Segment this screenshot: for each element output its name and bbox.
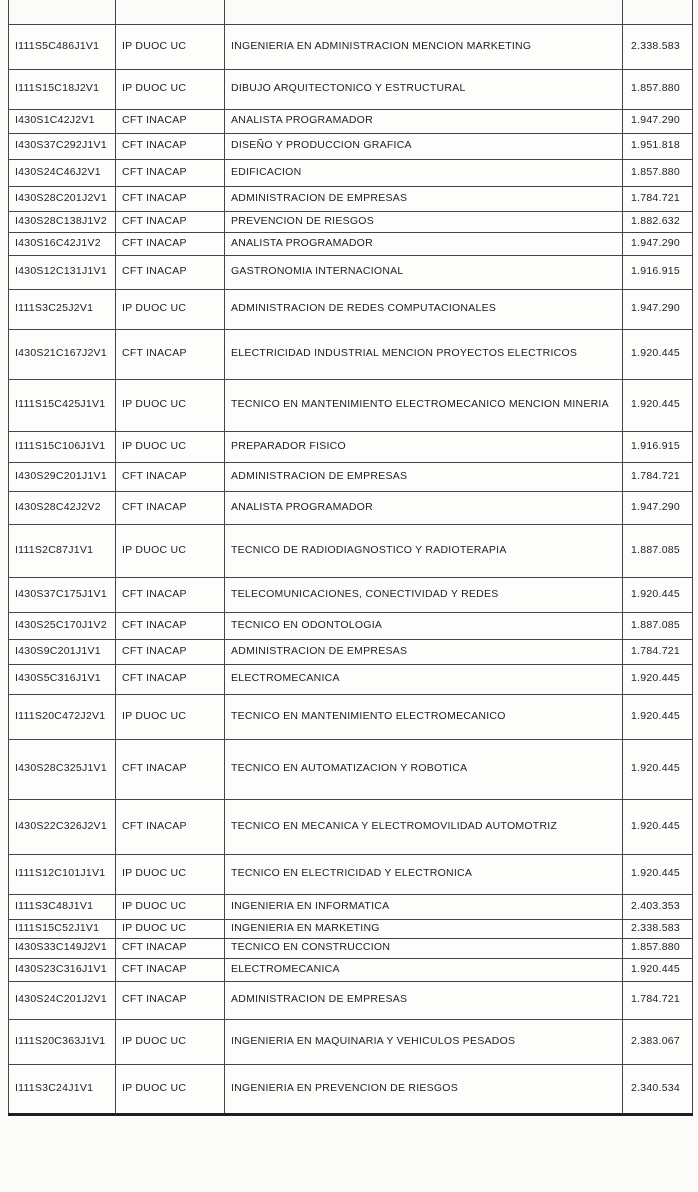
program-cell: ANALISTA PROGRAMADOR [225,232,623,255]
amount-cell: 1.916.915 [623,255,693,289]
program-cell: TECNICO EN MANTENIMIENTO ELECTROMECANICO [225,694,623,739]
amount-cell: 1.857.880 [623,159,693,186]
amount-cell: 1.857.880 [623,69,693,109]
cutoff-row [9,0,693,24]
table-row [9,109,693,133]
code-cell: I430S24C46J2V1 [9,159,116,186]
institution-cell: CFT INACAP [116,232,225,255]
table-row [9,255,693,289]
institution-cell: IP DUOC UC [116,919,225,938]
program-cell: ADMINISTRACION DE EMPRESAS [225,186,623,211]
program-cell: ANALISTA PROGRAMADOR [225,491,623,524]
code-cell: I111S15C425J1V1 [9,379,116,431]
amount-cell: 1.920.445 [623,577,693,612]
program-cell: TELECOMUNICACIONES, CONECTIVIDAD Y REDES [225,577,623,612]
amount-cell: 1.920.445 [623,958,693,981]
table-row [9,329,693,379]
program-cell: GASTRONOMIA INTERNACIONAL [225,255,623,289]
table-row [9,431,693,462]
code-cell: I430S28C42J2V2 [9,491,116,524]
table-row [9,186,693,211]
institution-cell: CFT INACAP [116,491,225,524]
institution-cell: CFT INACAP [116,958,225,981]
code-cell: I430S22C326J2V1 [9,799,116,854]
institution-cell: CFT INACAP [116,799,225,854]
table-row [9,799,693,854]
program-cell: TECNICO EN ODONTOLOGIA [225,612,623,639]
amount-cell: 1.916.915 [623,431,693,462]
table-row [9,232,693,255]
program-cell: ELECTRICIDAD INDUSTRIAL MENCION PROYECTOS ELECTRICOS [225,329,623,379]
amount-cell: 2.338.583 [623,24,693,69]
amount-cell: 2.383.067 [623,1019,693,1064]
amount-cell: 1.947.290 [623,109,693,133]
institution-cell: IP DUOC UC [116,1019,225,1064]
code-cell: I430S24C201J2V1 [9,981,116,1019]
code-cell: I111S15C18J2V1 [9,69,116,109]
code-cell: I111S15C106J1V1 [9,431,116,462]
institution-cell: IP DUOC UC [116,289,225,329]
program-cell: TECNICO EN AUTOMATIZACION Y ROBOTICA [225,739,623,799]
program-cell: INGENIERIA EN MAQUINARIA Y VEHICULOS PESADOS [225,1019,623,1064]
amount-cell: 1.784.721 [623,462,693,491]
table-row [9,639,693,664]
institution-cell: IP DUOC UC [116,894,225,919]
table-row [9,577,693,612]
table-row [9,854,693,894]
amount-cell: 1.920.445 [623,799,693,854]
amount-cell: 1.947.290 [623,289,693,329]
code-cell: I430S37C175J1V1 [9,577,116,612]
table-row [9,1064,693,1114]
cutoff-cell [623,0,693,24]
table-row [9,379,693,431]
table-row [9,24,693,69]
table-row [9,612,693,639]
code-cell: I430S21C167J2V1 [9,329,116,379]
amount-cell: 1.951.818 [623,133,693,159]
program-cell: INGENIERIA EN INFORMATICA [225,894,623,919]
code-cell: I111S5C486J1V1 [9,24,116,69]
table-row [9,938,693,958]
amount-cell: 2.340.534 [623,1064,693,1114]
table-row [9,524,693,577]
program-cell: ELECTROMECANICA [225,958,623,981]
program-cell: EDIFICACION [225,159,623,186]
institution-cell: CFT INACAP [116,186,225,211]
program-cell: ADMINISTRACION DE REDES COMPUTACIONALES [225,289,623,329]
amount-cell: 1.857.880 [623,938,693,958]
institution-cell: CFT INACAP [116,739,225,799]
institution-cell: IP DUOC UC [116,24,225,69]
code-cell: I430S12C131J1V1 [9,255,116,289]
institution-cell: CFT INACAP [116,133,225,159]
program-cell: ELECTROMECANICA [225,664,623,694]
program-cell: DISEÑO Y PRODUCCION GRAFICA [225,133,623,159]
institution-cell: IP DUOC UC [116,854,225,894]
code-cell: I111S3C24J1V1 [9,1064,116,1114]
amount-cell: 1.882.632 [623,211,693,232]
institution-cell: CFT INACAP [116,639,225,664]
institution-cell: CFT INACAP [116,577,225,612]
institution-cell: IP DUOC UC [116,694,225,739]
institution-cell: CFT INACAP [116,329,225,379]
code-cell: I430S5C316J1V1 [9,664,116,694]
code-cell: I430S25C170J1V2 [9,612,116,639]
amount-cell: 1.947.290 [623,491,693,524]
amount-cell: 2.403.353 [623,894,693,919]
program-cell: ADMINISTRACION DE EMPRESAS [225,639,623,664]
institution-cell: IP DUOC UC [116,1064,225,1114]
institution-cell: CFT INACAP [116,159,225,186]
code-cell: I430S29C201J1V1 [9,462,116,491]
program-cell: TECNICO EN ELECTRICIDAD Y ELECTRONICA [225,854,623,894]
table-row [9,919,693,938]
code-cell: I111S15C52J1V1 [9,919,116,938]
amount-cell: 1.947.290 [623,232,693,255]
amount-cell: 1.920.445 [623,694,693,739]
institution-cell: IP DUOC UC [116,69,225,109]
table-row [9,664,693,694]
table-row [9,694,693,739]
institution-cell: CFT INACAP [116,255,225,289]
institution-cell: CFT INACAP [116,612,225,639]
code-cell: I111S20C472J2V1 [9,694,116,739]
code-cell: I430S23C316J1V1 [9,958,116,981]
code-cell: I430S28C138J1V2 [9,211,116,232]
table-row [9,69,693,109]
table-row [9,491,693,524]
amount-cell: 1.920.445 [623,739,693,799]
institution-cell: CFT INACAP [116,462,225,491]
table-row [9,981,693,1019]
amount-cell: 1.920.445 [623,664,693,694]
institution-cell: IP DUOC UC [116,524,225,577]
amount-cell: 1.887.085 [623,524,693,577]
cutoff-cell [9,0,116,24]
table-row [9,1019,693,1064]
amount-cell: 1.920.445 [623,854,693,894]
institution-cell: CFT INACAP [116,981,225,1019]
institution-cell: IP DUOC UC [116,431,225,462]
table-row [9,462,693,491]
cutoff-cell [225,0,623,24]
code-cell: I111S2C87J1V1 [9,524,116,577]
institution-cell: CFT INACAP [116,109,225,133]
table-row [9,159,693,186]
program-cell: TECNICO EN CONSTRUCCION [225,938,623,958]
program-cell: PREVENCION DE RIESGOS [225,211,623,232]
code-cell: I111S3C25J2V1 [9,289,116,329]
program-cell: DIBUJO ARQUITECTONICO Y ESTRUCTURAL [225,69,623,109]
code-cell: I111S3C48J1V1 [9,894,116,919]
table-row [9,289,693,329]
institution-cell: CFT INACAP [116,211,225,232]
program-cell: ADMINISTRACION DE EMPRESAS [225,981,623,1019]
code-cell: I430S37C292J1V1 [9,133,116,159]
amount-cell: 2.338.583 [623,919,693,938]
code-cell: I430S28C201J2V1 [9,186,116,211]
table-row [9,133,693,159]
program-cell: TECNICO EN MECANICA Y ELECTROMOVILIDAD AUTOMOTRIZ [225,799,623,854]
amount-cell: 1.920.445 [623,329,693,379]
table-row [9,211,693,232]
institution-cell: CFT INACAP [116,664,225,694]
cutoff-cell [116,0,225,24]
amount-cell: 1.784.721 [623,981,693,1019]
institution-cell: IP DUOC UC [116,379,225,431]
code-cell: I430S1C42J2V1 [9,109,116,133]
program-cell: TECNICO EN MANTENIMIENTO ELECTROMECANICO MENCION MINERIA [225,379,623,431]
table-row [9,894,693,919]
amount-cell: 1.920.445 [623,379,693,431]
amount-cell: 1.784.721 [623,639,693,664]
code-cell: I430S33C149J2V1 [9,938,116,958]
amount-cell: 1.784.721 [623,186,693,211]
program-cell: PREPARADOR FISICO [225,431,623,462]
institution-cell: CFT INACAP [116,938,225,958]
amount-cell: 1.887.085 [623,612,693,639]
program-cell: TECNICO DE RADIODIAGNOSTICO Y RADIOTERAPIA [225,524,623,577]
program-fees-table [8,0,693,1116]
program-cell: INGENIERIA EN PREVENCION DE RIESGOS [225,1064,623,1114]
program-cell: INGENIERIA EN ADMINISTRACION MENCION MARKETING [225,24,623,69]
program-cell: ADMINISTRACION DE EMPRESAS [225,462,623,491]
program-cell: INGENIERIA EN MARKETING [225,919,623,938]
code-cell: I111S20C363J1V1 [9,1019,116,1064]
code-cell: I430S28C325J1V1 [9,739,116,799]
code-cell: I430S16C42J1V2 [9,232,116,255]
code-cell: I430S9C201J1V1 [9,639,116,664]
table-row [9,958,693,981]
program-cell: ANALISTA PROGRAMADOR [225,109,623,133]
table-body [9,0,693,1114]
table-row [9,739,693,799]
code-cell: I111S12C101J1V1 [9,854,116,894]
